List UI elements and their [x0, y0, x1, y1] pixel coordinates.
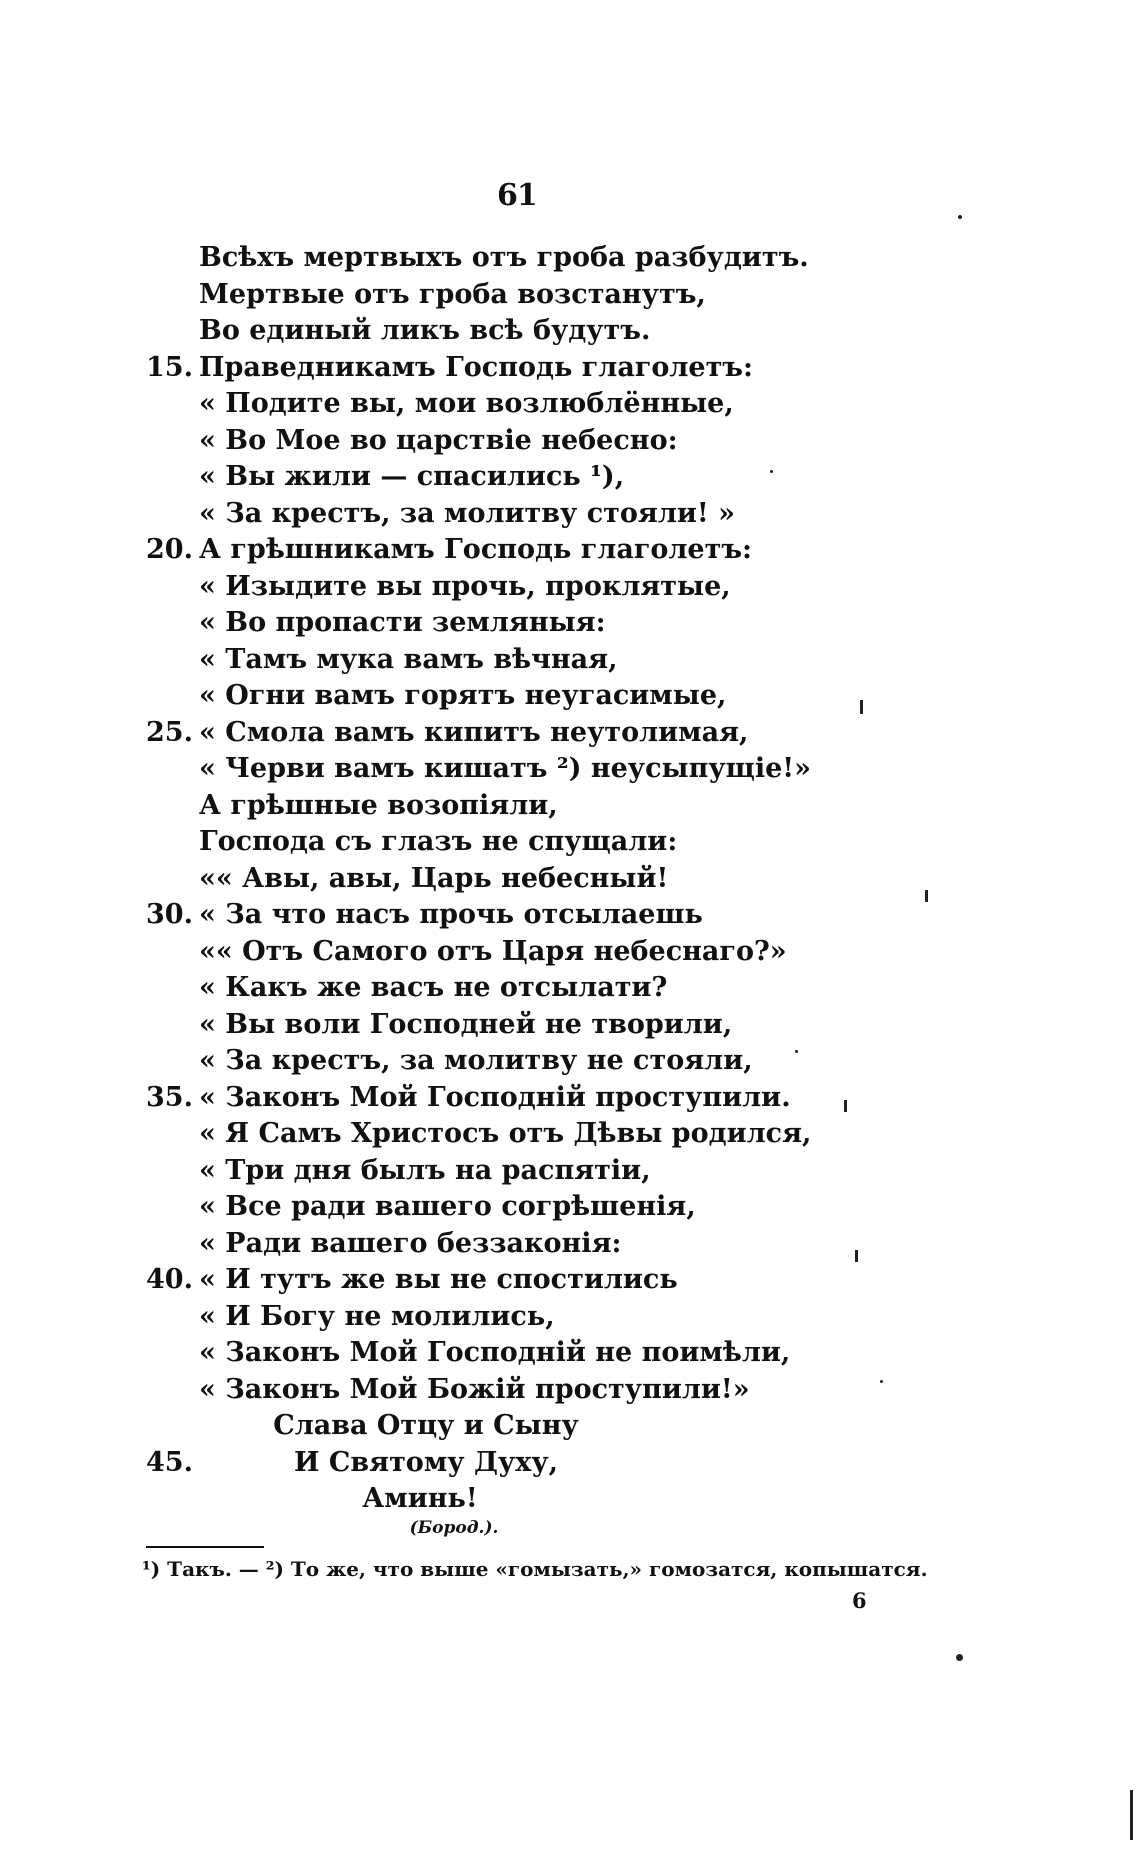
verse-line: [0, 1189, 1140, 1226]
line-text: « За крестъ, за молитву не стояли,: [199, 1045, 753, 1076]
verse-line: [0, 1445, 1140, 1482]
line-number: 25.: [146, 716, 193, 748]
verse-line: [0, 678, 1140, 715]
line-text: « Изыдите вы прочь, проклятые,: [199, 570, 731, 602]
line-text: « Законъ Мой Господній не поимѣли,: [199, 1337, 791, 1368]
line-number: 15.: [146, 351, 193, 383]
verse-line: [0, 386, 1140, 423]
verse-line: [0, 1299, 1140, 1336]
line-text: Праведникамъ Господь глаголетъ:: [199, 351, 753, 383]
page-number: 61: [497, 178, 537, 213]
line-text: « И тутъ же вы не спостились: [199, 1264, 678, 1295]
line-text: « Смола вамъ кипитъ неутолимая,: [199, 716, 749, 748]
line-text: « За что насъ прочь отсылаешь: [199, 899, 703, 930]
line-text: « Законъ Мой Божій проступили!»: [199, 1373, 750, 1405]
verse-line: [0, 1372, 1140, 1409]
scan-speck: [1130, 1790, 1133, 1840]
scan-speck: [795, 1050, 798, 1053]
line-text: « Я Самъ Христосъ отъ Дѣвы родился,: [199, 1118, 812, 1149]
verse-text: [0, 240, 1140, 1518]
verse-line: [0, 1080, 1140, 1117]
line-text: « Три дня былъ на распятіи,: [199, 1154, 651, 1186]
scan-speck: [925, 890, 928, 902]
signature-mark: 6: [852, 1588, 867, 1613]
line-text: А грѣшникамъ Господь глаголетъ:: [199, 534, 752, 565]
verse-line: [0, 861, 1140, 898]
verse-line: [0, 824, 1140, 861]
attribution: (Бород.).: [409, 1518, 499, 1538]
line-text: «« Авы, авы, Царь небесный!: [199, 862, 669, 894]
line-text: Господа съ глазъ не спущали:: [199, 826, 678, 857]
verse-line: [0, 1335, 1140, 1372]
verse-line: [0, 897, 1140, 934]
line-text: « Подите вы, мои возлюблённые,: [199, 388, 734, 419]
verse-line: [0, 350, 1140, 387]
scan-speck: [860, 700, 863, 714]
verse-line: [0, 240, 1140, 277]
verse-line: [0, 1262, 1140, 1299]
verse-line: [0, 970, 1140, 1007]
verse-line: [0, 532, 1140, 569]
scan-speck: [956, 1654, 963, 1661]
scan-speck: [844, 1100, 847, 1112]
verse-line: [0, 1007, 1140, 1044]
verse-line: [0, 496, 1140, 533]
line-text: « Вы жили — спасились ¹),: [199, 461, 625, 492]
verse-line: [0, 751, 1140, 788]
verse-line: [0, 605, 1140, 642]
scan-speck: [855, 1250, 858, 1262]
verse-line: [0, 642, 1140, 679]
line-text: «« Отъ Самого отъ Царя небеснаго?»: [199, 935, 787, 967]
verse-line: [0, 423, 1140, 460]
line-number: 30.: [146, 899, 193, 930]
line-text: « И Богу не молились,: [199, 1300, 555, 1332]
scan-speck: [958, 215, 962, 219]
line-text: « Ради вашего беззаконія:: [199, 1227, 622, 1259]
line-text: « Все ради вашего согрѣшенія,: [199, 1191, 696, 1222]
line-text: А грѣшные возопіяли,: [199, 789, 558, 821]
line-text: Во единый ликъ всѣ будутъ.: [199, 315, 651, 346]
verse-line: [0, 569, 1140, 606]
footnote-rule: [146, 1546, 264, 1548]
line-text: « Черви вамъ кишатъ ²) неусыпущіе!»: [199, 753, 812, 784]
scan-speck: [770, 470, 773, 473]
footnote: ¹) Такъ. — ²) То же, что выше «гомызать,» гомозатся, копышатся.: [142, 1557, 928, 1581]
line-text: « Законъ Мой Господній проступили.: [199, 1081, 791, 1113]
verse-line: [0, 1481, 1140, 1518]
line-text: « За крестъ, за молитву стояли! »: [199, 497, 736, 529]
verse-line: [0, 788, 1140, 825]
verse-line: [0, 1408, 1140, 1445]
line-text: « Тамъ мука вамъ вѣчная,: [199, 643, 618, 675]
line-text: И Святому Духу,: [293, 1446, 559, 1478]
verse-line: [0, 715, 1140, 752]
scan-speck: [880, 1380, 883, 1383]
line-number: 40.: [146, 1264, 193, 1295]
line-text: « Какъ же васъ не отсылати?: [199, 972, 668, 1003]
line-number: 20.: [146, 534, 193, 565]
verse-line: [0, 459, 1140, 496]
line-text: « Вы воли Господней не творили,: [199, 1008, 733, 1040]
verse-line: [0, 277, 1140, 314]
line-text: Аминь!: [362, 1483, 478, 1514]
verse-line: [0, 1226, 1140, 1263]
verse-line: [0, 1043, 1140, 1080]
verse-line: [0, 1116, 1140, 1153]
line-text: « Во пропасти земляныя:: [199, 607, 606, 638]
line-text: « Огни вамъ горятъ неугасимые,: [199, 680, 727, 711]
line-text: Слава Отцу и Сыну: [273, 1410, 579, 1441]
verse-line: [0, 313, 1140, 350]
line-text: Мертвые отъ гроба возстанутъ,: [199, 278, 706, 310]
line-number: 35.: [146, 1081, 193, 1113]
verse-line: [0, 1153, 1140, 1190]
line-number: 45.: [146, 1446, 193, 1478]
line-text: Всѣхъ мертвыхъ отъ гроба разбудитъ.: [199, 242, 809, 273]
line-text: « Во Мое во царствіе небесно:: [199, 424, 678, 456]
verse-line: [0, 934, 1140, 971]
